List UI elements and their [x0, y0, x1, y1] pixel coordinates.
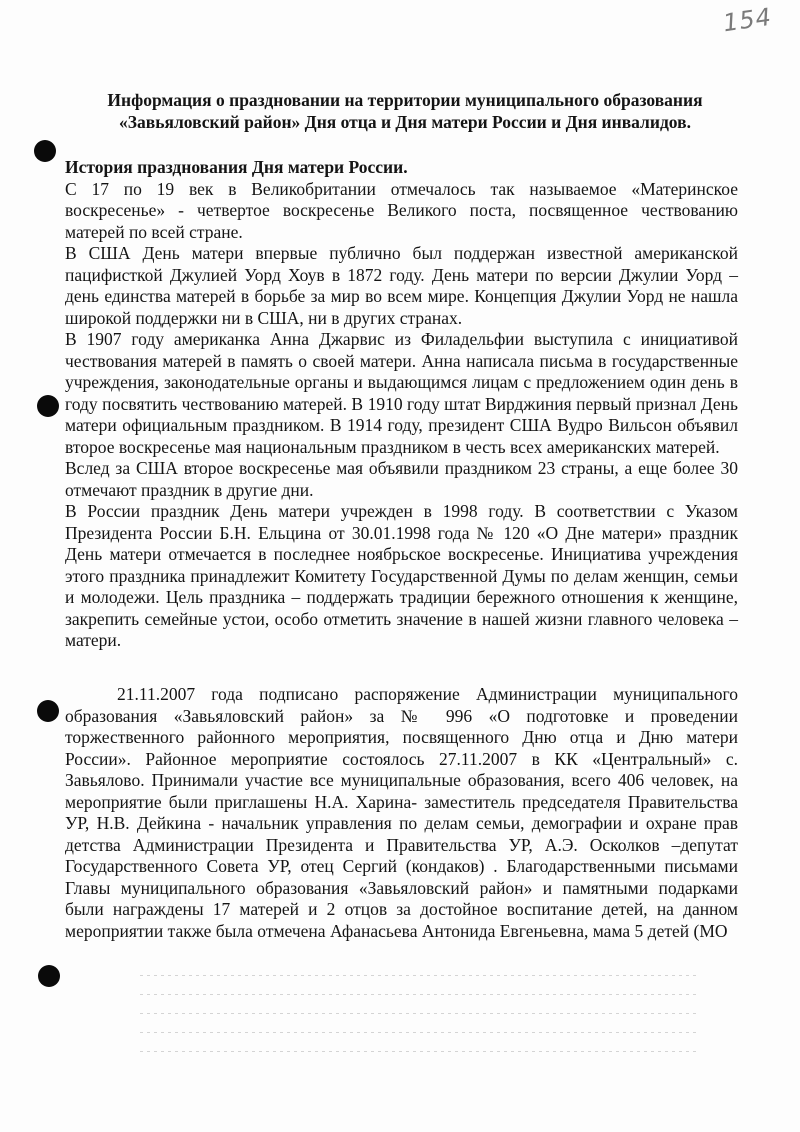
- handwritten-page-number: 154: [721, 2, 774, 38]
- history-heading: История празднования Дня матери России.: [65, 157, 408, 177]
- history-paragraph-4: Вслед за США второе воскресенье мая объявили праздником 23 страны, а еще более 30 отмечают праздник в другие дни.: [65, 458, 738, 500]
- event-paragraph-1: 21.11.2007 года подписано распоряжение Администрации муниципального образования «Завьяловский район» за № 996 «О подготовке и проведении торжественного районного мероприятия, посвященного Дню отца и Дню матери России». Районное мероприятие состоялось 27.11.2007 в КК «Центральный» с. Завьялово. Принимали участие все муниципальные образования, всего 406 человек, на мероприятие были приглашены Н.А. Харина- заместитель председателя Правительства УР, Н.В. Дейкина - начальник управления по делам семьи, демографии и охране прав детства Администрации Президента и Правительства УР, А.Э. Осколков –депутат Государственного Совета УР, отец Сергий (кондаков) . Благодарственными письмами Главы муниципального образования «Завьяловский район» и памятными подарками были награждены 17 матерей и 2 отцов за достойное воспитание детей, на данном мероприятии также была отмечена Афанасьева Антонида Евгеньевна, мама 5 детей (МО: [65, 684, 738, 941]
- history-paragraph-5: В России праздник День матери учрежден в 1998 году. В соответствии с Указом Президента России Б.Н. Ельцина от 30.01.1998 года № 120 «О Дне матери» праздник День матери отмечается в последнее ноябрьское воскресенье. Инициатива учреждения этого праздника принадлежит Комитету Государственной Думы по делам женщин, семьи и молодежи. Цель праздника – поддержать традиции бережного отношения к женщине, закрепить семейные устои, особо отметить значение в нашей жизни главного человека – матери.: [65, 501, 738, 650]
- punch-hole-4: [38, 965, 60, 987]
- history-section: [65, 157, 738, 652]
- history-paragraph-2: В США День матери впервые публично был поддержан известной американской пацифисткой Джулией Уорд Хоув в 1872 году. День матери по версии Джулии Уорд – день единства матерей в борьбе за мир во всем мире. Концепция Джулии Уорд не нашла широкой поддержки ни в США, ни в других странах.: [65, 243, 738, 328]
- history-paragraph-3: В 1907 году американка Анна Джарвис из Филадельфии выступила с инициативой чествования матерей в память о своей матери. Анна написала письма в государственные учреждения, законодательные органы и выдающимся лицам с предложением один день в году посвятить чествованию матерей. В 1910 году штат Вирджиния первый признал День матери официальным праздником. В 1914 году, президент США Вудро Вильсон объявил второе воскресенье мая национальным праздником в честь всех американских матерей.: [65, 329, 738, 457]
- document-title: [60, 89, 750, 133]
- punch-hole-1: [34, 140, 56, 162]
- title-line-2: «Завьяловский район» Дня отца и Дня матери России и Дня инвалидов.: [119, 112, 691, 132]
- punch-hole-3: [37, 700, 59, 722]
- title-line-1: Информация о праздновании на территории муниципального образования: [107, 90, 703, 110]
- punch-hole-2: [37, 395, 59, 417]
- reverse-side-bleed-through: [140, 975, 700, 1085]
- history-paragraph-1: С 17 по 19 век в Великобритании отмечалось так называемое «Материнское воскресенье» - четвертое воскресенье Великого поста, посвященное чествованию матерей по всей стране.: [65, 178, 738, 242]
- event-section: [65, 684, 738, 942]
